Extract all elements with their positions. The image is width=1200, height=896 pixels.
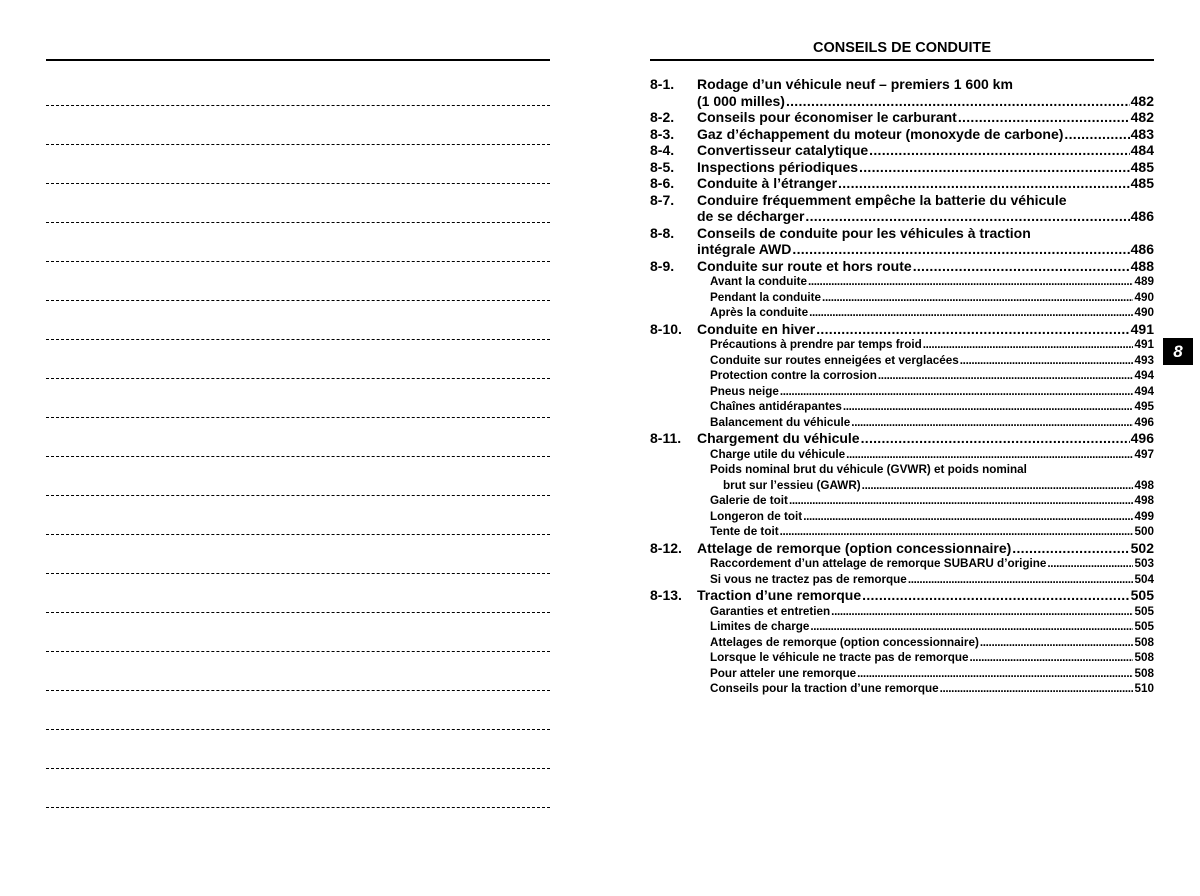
toc-page-number: 498 — [1134, 478, 1154, 492]
toc-page-number: 490 — [1134, 290, 1154, 304]
toc-page-number: 485 — [1130, 158, 1154, 175]
note-line — [46, 183, 550, 184]
toc-page-number: 499 — [1134, 509, 1154, 523]
toc-page-number: 505 — [1134, 604, 1154, 618]
toc-subsection-entry[interactable] — [650, 415, 1154, 431]
note-line — [46, 456, 550, 457]
toc-page-number: 508 — [1134, 635, 1154, 649]
note-line — [46, 690, 550, 691]
toc-page-number: 488 — [1130, 257, 1154, 274]
dot-leader — [869, 142, 1129, 159]
toc-subsection-entry[interactable] — [650, 337, 1154, 353]
note-line — [46, 495, 550, 496]
toc-section-number: 8-7. — [650, 191, 675, 208]
toc-title: Protection contre la corrosion — [710, 369, 877, 382]
toc-title: Traction d’une remorque — [697, 587, 862, 603]
toc-title-line: Conduire fréquemment empêche la batterie du véhicule — [697, 191, 1067, 208]
dot-leader — [789, 493, 1134, 509]
toc-section-number: 8-5. — [650, 158, 675, 175]
toc-title: Conseils pour la traction d’une remorque — [710, 682, 939, 695]
toc-section-entry[interactable] — [650, 192, 1154, 225]
dot-leader — [822, 290, 1133, 306]
toc-subsection-entry[interactable] — [650, 447, 1154, 463]
toc-section-number: 8-6. — [650, 175, 675, 191]
dot-leader — [908, 572, 1134, 588]
dot-leader — [831, 604, 1133, 620]
toc-page-number: 496 — [1134, 415, 1154, 429]
dot-leader — [792, 241, 1129, 258]
toc-subsection-entry[interactable] — [650, 462, 1154, 493]
dot-leader — [1012, 540, 1129, 557]
toc-section-number: 8-12. — [650, 539, 682, 556]
toc-subsection-entry[interactable] — [650, 524, 1154, 540]
toc-page-number: 491 — [1130, 320, 1154, 337]
toc-page-number: 482 — [1130, 92, 1154, 109]
toc-section-number: 8-8. — [650, 224, 675, 241]
dot-leader — [958, 109, 1130, 126]
dot-leader — [970, 650, 1134, 666]
dot-leader — [878, 368, 1134, 384]
toc-section-entry[interactable] — [650, 175, 1154, 192]
dot-leader — [816, 321, 1129, 338]
toc-page-number: 505 — [1130, 587, 1154, 603]
toc-subsection-entry[interactable] — [650, 604, 1154, 620]
toc-title-line: Poids nominal brut du véhicule (GVWR) et poids nominal — [710, 463, 1027, 476]
dot-leader — [940, 681, 1134, 697]
toc-page-number: 483 — [1130, 125, 1154, 142]
toc-title: Charge utile du véhicule — [710, 447, 846, 461]
chapter-tab[interactable]: 8 — [1163, 338, 1193, 365]
toc-page-number: 494 — [1134, 384, 1154, 398]
toc-subsection-entry[interactable] — [650, 635, 1154, 651]
toc-title: Longeron de toit — [710, 509, 803, 523]
note-line — [46, 651, 550, 652]
note-line — [46, 573, 550, 574]
toc-page-number: 490 — [1134, 306, 1154, 319]
toc-title: Raccordement d’un attelage de remorque SUBARU d’origine — [710, 557, 1047, 570]
toc-title: Chargement du véhicule — [697, 430, 860, 446]
toc-title-line: Conseils de conduite pour les véhicules à traction — [697, 224, 1031, 241]
toc-page-number: 508 — [1134, 651, 1154, 664]
toc-title: Conseils pour économiser le carburant — [697, 109, 957, 125]
dot-leader — [859, 159, 1130, 176]
toc-section-number: 8-9. — [650, 257, 675, 274]
dot-leader — [861, 430, 1130, 447]
toc-subsection-entry[interactable] — [650, 399, 1154, 415]
toc-title: Chaînes antidérapantes — [710, 400, 842, 413]
toc-title: Gaz d’échappement du moteur (monoxyde de carbone) — [697, 125, 1064, 142]
toc-title: Lorsque le véhicule ne tracte pas de remorque — [710, 651, 969, 664]
section-title: CONSEILS DE CONDUITE — [812, 40, 992, 56]
dot-leader — [913, 258, 1130, 275]
note-line — [46, 612, 550, 613]
toc-section-number: 8-4. — [650, 142, 675, 158]
note-line — [46, 144, 550, 145]
toc-page-number: 486 — [1130, 208, 1154, 224]
toc-title: (1 000 milles) — [697, 92, 785, 109]
toc-title: Conduite sur route et hors route — [697, 257, 912, 274]
toc-section-entry[interactable] — [650, 430, 1154, 447]
dot-leader — [980, 635, 1134, 651]
toc-page-number: 503 — [1134, 557, 1154, 570]
note-line — [46, 534, 550, 535]
toc-title: de se décharger — [697, 208, 805, 224]
dot-leader — [857, 666, 1133, 682]
toc-title: Galerie de toit — [710, 494, 788, 507]
toc-page-number: 500 — [1134, 525, 1154, 538]
toc-title: Pendant la conduite — [710, 290, 822, 304]
toc-title: Avant la conduite — [710, 275, 807, 288]
toc-title: intégrale AWD — [697, 241, 792, 257]
toc-section-number: 8-1. — [650, 76, 675, 92]
toc-subsection-entry[interactable] — [650, 619, 1154, 635]
toc-subsection-entry[interactable] — [650, 274, 1154, 290]
note-line — [46, 105, 550, 106]
toc-title: Après la conduite — [710, 306, 809, 319]
note-line — [46, 807, 550, 808]
toc-page-number: 495 — [1134, 400, 1154, 413]
toc-title: Si vous ne tractez pas de remorque — [710, 572, 907, 586]
toc-section-number: 8-13. — [650, 587, 682, 603]
dot-leader — [862, 478, 1134, 494]
toc-subsection-entry[interactable] — [650, 666, 1154, 682]
toc-section-entry[interactable] — [650, 321, 1154, 338]
dot-leader — [808, 274, 1134, 290]
dot-leader — [786, 93, 1130, 110]
toc-subsection-entry[interactable] — [650, 353, 1154, 369]
note-line — [46, 300, 550, 301]
dot-leader — [960, 353, 1134, 369]
toc-title: Conduite à l’étranger — [697, 175, 838, 191]
toc-page-number: 504 — [1134, 572, 1154, 586]
toc-page-number: 497 — [1134, 447, 1154, 461]
note-line — [46, 222, 550, 223]
toc-section-entry[interactable] — [650, 587, 1154, 604]
toc-section-entry[interactable] — [650, 540, 1154, 557]
dot-leader — [780, 524, 1134, 540]
toc-page-number: 493 — [1134, 353, 1154, 367]
toc-subsection-entry[interactable] — [650, 509, 1154, 525]
right-page-top-rule — [650, 59, 1154, 61]
left-page-top-rule — [46, 59, 550, 61]
toc-subsection-entry[interactable] — [650, 368, 1154, 384]
toc-title: Limites de charge — [710, 620, 810, 633]
toc-title: Pneus neige — [710, 384, 779, 398]
dot-leader — [851, 415, 1133, 431]
note-line — [46, 768, 550, 769]
toc-page-number: 496 — [1130, 430, 1154, 446]
toc-page-number: 505 — [1134, 620, 1154, 633]
toc-title-line: Rodage d’un véhicule neuf – premiers 1 600 km — [697, 76, 1013, 92]
toc-title: brut sur l’essieu (GAWR) — [723, 478, 861, 492]
toc-subsection-entry[interactable] — [650, 650, 1154, 666]
toc-title: Tente de toit — [710, 525, 779, 538]
toc-page-number: 498 — [1134, 494, 1154, 507]
toc-section-number: 8-10. — [650, 320, 682, 337]
toc-section-entry[interactable] — [650, 126, 1154, 143]
toc-page-number: 486 — [1130, 241, 1154, 257]
toc-title: Garanties et entretien — [710, 604, 831, 618]
dot-leader — [843, 399, 1134, 415]
dot-leader — [805, 208, 1129, 225]
dot-leader — [1064, 126, 1129, 143]
dot-leader — [810, 619, 1133, 635]
dot-leader — [1047, 556, 1133, 572]
dot-leader — [923, 337, 1134, 353]
dot-leader — [838, 175, 1130, 192]
toc-page-number: 502 — [1130, 539, 1154, 556]
toc-page-number: 510 — [1134, 682, 1154, 695]
toc-page-number: 508 — [1134, 666, 1154, 680]
toc-page-number: 491 — [1134, 338, 1154, 351]
toc-title: Pour atteler une remorque — [710, 666, 857, 680]
note-line — [46, 417, 550, 418]
toc-section-entry[interactable] — [650, 225, 1154, 258]
toc-section-number: 8-3. — [650, 125, 675, 142]
toc-page-number: 482 — [1130, 109, 1154, 125]
toc-section-entry[interactable] — [650, 258, 1154, 275]
toc-section-entry[interactable] — [650, 142, 1154, 159]
note-line — [46, 261, 550, 262]
toc-title: Précautions à prendre par temps froid — [710, 338, 922, 351]
toc-page-number: 485 — [1130, 175, 1154, 191]
toc-title: Convertisseur catalytique — [697, 142, 869, 158]
toc-subsection-entry[interactable] — [650, 556, 1154, 572]
toc-page-number: 494 — [1134, 369, 1154, 382]
toc-subsection-entry[interactable] — [650, 290, 1154, 306]
toc-title: Inspections périodiques — [697, 158, 859, 175]
toc-section-number: 8-2. — [650, 109, 675, 125]
toc-title: Attelage de remorque (option concessionnaire) — [697, 539, 1012, 556]
toc-subsection-entry[interactable] — [650, 305, 1154, 321]
toc-section-entry[interactable] — [650, 76, 1154, 109]
toc-page-number: 489 — [1134, 275, 1154, 288]
toc-section-number: 8-11. — [650, 430, 682, 446]
note-line — [46, 339, 550, 340]
dot-leader — [780, 384, 1134, 400]
toc-title: Attelages de remorque (option concessionnaire) — [710, 635, 979, 649]
toc-title: Conduite sur routes enneigées et verglacées — [710, 353, 959, 367]
toc-section-entry[interactable] — [650, 159, 1154, 176]
dot-leader — [809, 305, 1133, 321]
dot-leader — [846, 447, 1133, 463]
toc-page-number: 484 — [1130, 142, 1154, 158]
toc-title: Balancement du véhicule — [710, 415, 851, 429]
toc-section-entry[interactable] — [650, 109, 1154, 126]
toc-subsection-entry[interactable] — [650, 681, 1154, 697]
toc-subsection-entry[interactable] — [650, 384, 1154, 400]
toc-subsection-entry[interactable] — [650, 493, 1154, 509]
toc-title: Conduite en hiver — [697, 320, 816, 337]
note-line — [46, 729, 550, 730]
dot-leader — [803, 509, 1133, 525]
toc-subsection-entry[interactable] — [650, 572, 1154, 588]
note-line — [46, 378, 550, 379]
dot-leader — [862, 587, 1130, 604]
